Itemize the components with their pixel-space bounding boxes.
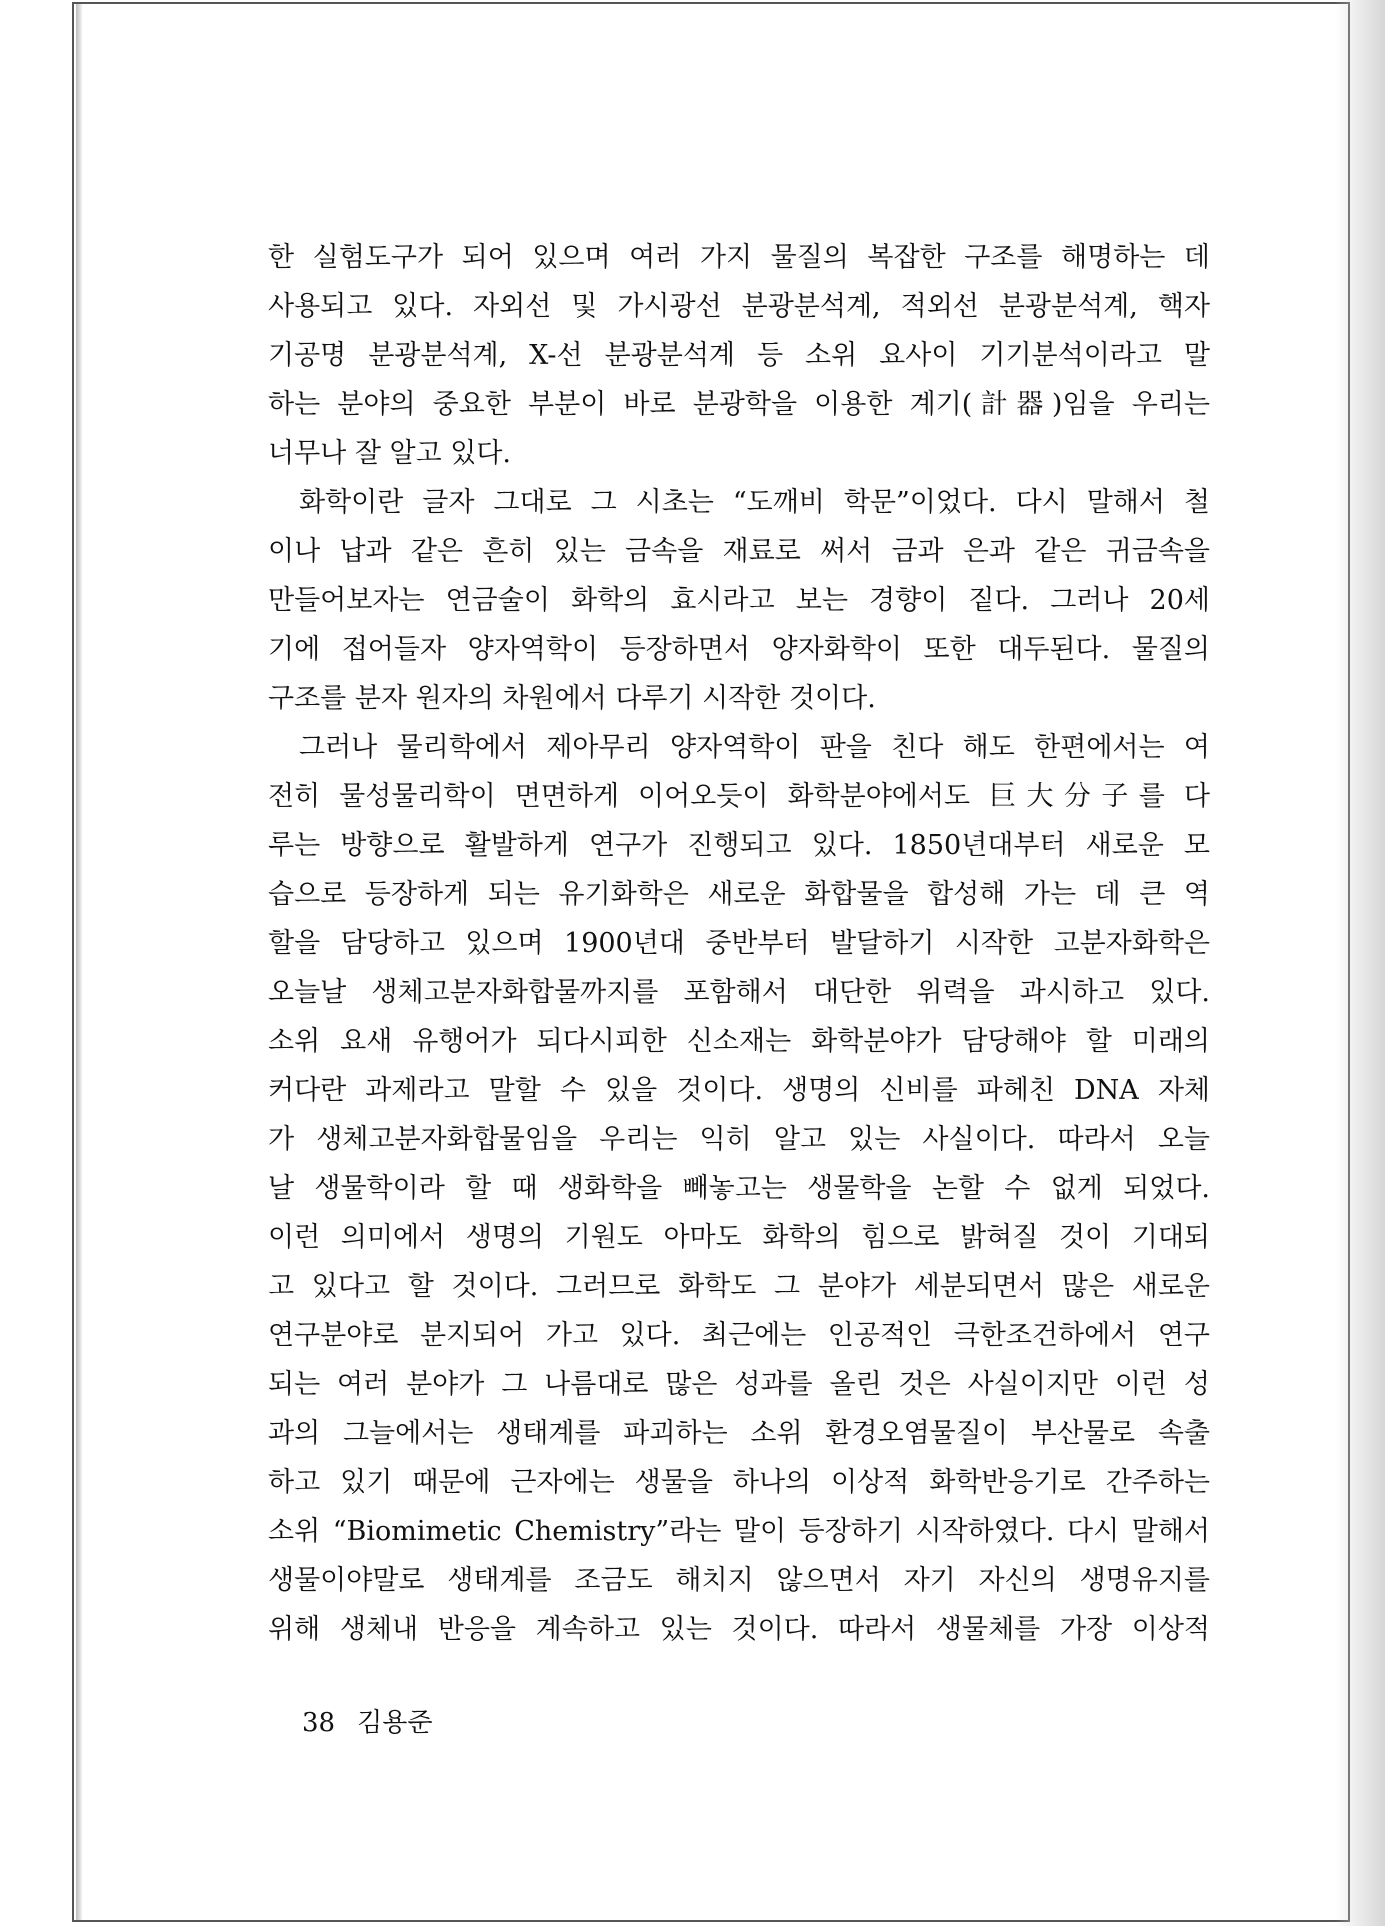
paragraph [268, 723, 1210, 1654]
author-name: 김용준 [357, 1708, 433, 1738]
text-line: 너무나 잘 알고 있다. [268, 438, 511, 469]
paragraph [268, 233, 1210, 478]
text-line: 만들어보자는 연금술이 화학의 효시라고 보는 경향이 짙다. 그러나 20세 [268, 585, 1210, 616]
text-line: 기공명 분광분석계, X-선 분광분석계 등 소위 요사이 기기분석이라고 말 [268, 340, 1210, 371]
text-line: 오늘날 생체고분자화합물까지를 포함해서 대단한 위력을 과시하고 있다. [268, 977, 1210, 1008]
text-line: 소위 요새 유행어가 되다시피한 신소재는 화학분야가 담당해야 할 미래의 [268, 1026, 1210, 1057]
page-edge-shadow [1335, 0, 1385, 1926]
text-line: 커다란 과제라고 말할 수 있을 것이다. 생명의 신비를 파헤친 DNA 자체 [268, 1075, 1210, 1106]
text-line: 할을 담당하고 있으며 1900년대 중반부터 발달하기 시작한 고분자화학은 [268, 928, 1210, 959]
text-line: 위해 생체내 반응을 계속하고 있는 것이다. 따라서 생물체를 가장 이상적 [268, 1614, 1210, 1645]
paragraph [268, 478, 1210, 723]
text-line: 한 실험도구가 되어 있으며 여러 가지 물질의 복잡한 구조를 해명하는 데 [268, 242, 1210, 273]
text-line: 전히 물성물리학이 면면하게 이어오듯이 화학분야에서도 巨大分子를 다 [268, 781, 1210, 812]
text-line: 고 있다고 할 것이다. 그러므로 화학도 그 분야가 세분되면서 많은 새로운 [268, 1271, 1210, 1302]
text-line: 소위 “Biomimetic Chemistry”라는 말이 등장하기 시작하였다. 다시 말해서 [268, 1516, 1210, 1547]
text-line: 구조를 분자 원자의 차원에서 다루기 시작한 것이다. [268, 683, 876, 714]
page-footer [302, 1702, 432, 1739]
text-line: 가 생체고분자화합물임을 우리는 익히 알고 있는 사실이다. 따라서 오늘 [268, 1124, 1210, 1155]
text-line: 이나 납과 같은 흔히 있는 금속을 재료로 써서 금과 은과 같은 귀금속을 [268, 536, 1210, 567]
body-text [268, 233, 1210, 1654]
text-line: 과의 그늘에서는 생태계를 파괴하는 소위 환경오염물질이 부산물로 속출 [268, 1418, 1210, 1449]
text-line: 생물이야말로 생태계를 조금도 해치지 않으면서 자기 자신의 생명유지를 [268, 1565, 1210, 1596]
text-line: 연구분야로 분지되어 가고 있다. 최근에는 인공적인 극한조건하에서 연구 [268, 1320, 1210, 1351]
text-line: 이런 의미에서 생명의 기원도 아마도 화학의 힘으로 밝혀질 것이 기대되 [268, 1222, 1210, 1253]
text-line: 되는 여러 분야가 그 나름대로 많은 성과를 올린 것은 사실이지만 이런 성 [268, 1369, 1210, 1400]
text-line: 그러나 물리학에서 제아무리 양자역학이 판을 친다 해도 한편에서는 여 [299, 732, 1210, 763]
text-line: 날 생물학이라 할 때 생화학을 빼놓고는 생물학을 논할 수 없게 되었다. [268, 1173, 1210, 1204]
text-line: 하고 있기 때문에 근자에는 생물을 하나의 이상적 화학반응기로 간주하는 [268, 1467, 1210, 1498]
text-line: 루는 방향으로 활발하게 연구가 진행되고 있다. 1850년대부터 새로운 모 [268, 830, 1210, 861]
page-fold-shadow [76, 4, 82, 1920]
page-number: 38 [302, 1708, 336, 1738]
text-line: 습으로 등장하게 되는 유기화학은 새로운 화합물을 합성해 가는 데 큰 역 [268, 879, 1210, 910]
text-line: 사용되고 있다. 자외선 및 가시광선 분광분석계, 적외선 분광분석계, 핵자 [268, 291, 1210, 322]
text-line: 기에 접어들자 양자역학이 등장하면서 양자화학이 또한 대두된다. 물질의 [268, 634, 1210, 665]
text-line: 화학이란 글자 그대로 그 시초는 “도깨비 학문”이었다. 다시 말해서 철 [299, 487, 1210, 518]
text-line: 하는 분야의 중요한 부분이 바로 분광학을 이용한 계기(計器)임을 우리는 [268, 389, 1210, 420]
